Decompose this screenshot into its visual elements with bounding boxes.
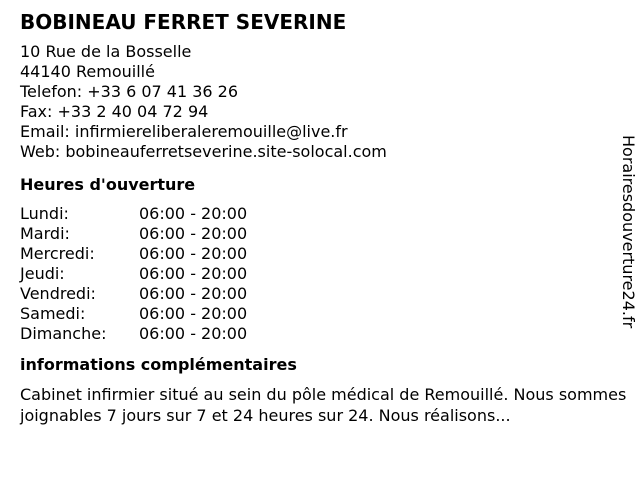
business-card [20, 10, 627, 426]
address-city: 44140 Remouillé [20, 62, 155, 81]
hours-time: 06:00 - 20:00 [139, 244, 248, 263]
hours-day: Vendredi: [20, 284, 96, 303]
hours-day: Mardi: [20, 224, 70, 243]
hours-time: 06:00 - 20:00 [139, 324, 248, 343]
info-heading: informations complémentaires [20, 355, 297, 374]
hours-day: Lundi: [20, 204, 69, 223]
hours-row [20, 244, 620, 264]
hours-day: Jeudi: [20, 264, 65, 283]
hours-row [20, 304, 620, 324]
hours-time: 06:00 - 20:00 [139, 204, 248, 223]
hours-day: Samedi: [20, 304, 86, 323]
hours-table [20, 204, 620, 344]
hours-day: Dimanche: [20, 324, 107, 343]
hours-row [20, 204, 620, 224]
business-name: BOBINEAU FERRET SEVERINE [20, 10, 347, 34]
hours-day: Mercredi: [20, 244, 95, 263]
hours-row [20, 284, 620, 304]
fax-line: Fax: +33 2 40 04 72 94 [20, 102, 209, 121]
hours-time: 06:00 - 20:00 [139, 224, 248, 243]
web-line: Web: bobineauferretseverine.site-solocal.com [20, 142, 387, 161]
hours-heading: Heures d'ouverture [20, 175, 196, 194]
address-street: 10 Rue de la Bosselle [20, 42, 192, 61]
phone-line: Telefon: +33 6 07 41 36 26 [20, 82, 239, 101]
hours-row [20, 264, 620, 284]
hours-time: 06:00 - 20:00 [139, 304, 248, 323]
site-watermark: Horairesdouverture24.fr [619, 135, 638, 329]
hours-row [20, 324, 620, 344]
hours-row [20, 224, 620, 244]
hours-time: 06:00 - 20:00 [139, 284, 248, 303]
contact-block [20, 42, 620, 162]
hours-time: 06:00 - 20:00 [139, 264, 248, 283]
email-line: Email: infirmiereliberaleremouille@live.fr [20, 122, 348, 141]
info-description: Cabinet infirmier situé au sein du pôle médical de Remouillé. Nous sommes joignables 7 jours sur 7 et 24 heures sur 24. Nous réalisons... [20, 385, 627, 425]
